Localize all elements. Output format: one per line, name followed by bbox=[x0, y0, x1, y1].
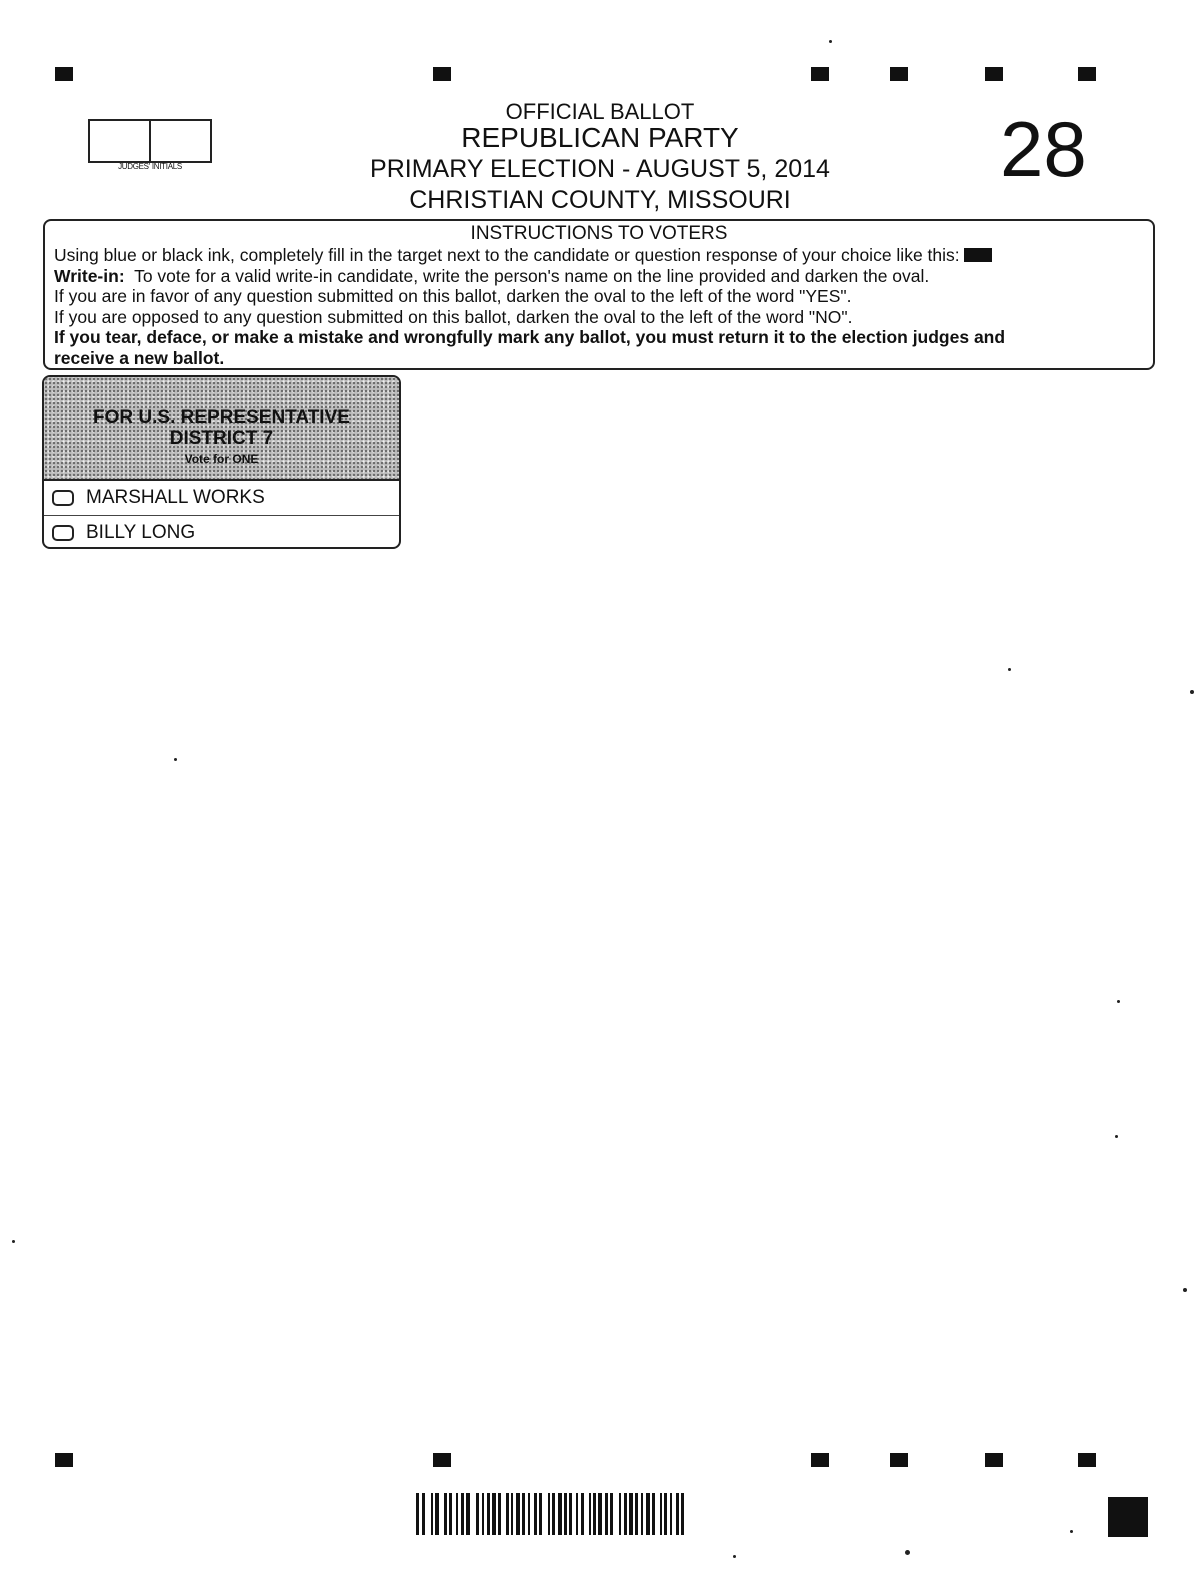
orientation-block bbox=[1108, 1497, 1148, 1537]
party-heading: REPUBLICAN PARTY bbox=[461, 122, 739, 153]
scan-speck bbox=[1008, 668, 1011, 671]
timing-mark bbox=[433, 1453, 451, 1467]
timing-mark bbox=[433, 67, 451, 81]
candidate-name: MARSHALL WORKS bbox=[86, 487, 265, 508]
instructions-box bbox=[43, 219, 1155, 370]
instruction-no: If you are opposed to any question submitted on this ballot, darken the oval to the left of the word "NO". bbox=[54, 306, 853, 327]
barcode-bar bbox=[684, 1493, 687, 1535]
contest-header bbox=[44, 377, 399, 481]
candidate-oval[interactable] bbox=[52, 525, 74, 541]
filled-target-sample bbox=[964, 248, 992, 262]
election-heading: PRIMARY ELECTION - AUGUST 5, 2014 bbox=[370, 155, 830, 183]
instructions-title: INSTRUCTIONS TO VOTERS bbox=[470, 223, 728, 244]
scan-speck bbox=[1070, 1530, 1073, 1533]
candidate-row[interactable] bbox=[44, 516, 399, 549]
scan-speck bbox=[905, 1550, 910, 1555]
timing-mark bbox=[811, 67, 829, 81]
county-heading: CHRISTIAN COUNTY, MISSOURI bbox=[409, 186, 791, 214]
scan-speck bbox=[1115, 1135, 1118, 1138]
scan-speck bbox=[1117, 1000, 1120, 1003]
timing-mark bbox=[811, 1453, 829, 1467]
ballot-barcode bbox=[416, 1493, 687, 1535]
timing-mark bbox=[1078, 67, 1096, 81]
timing-mark bbox=[985, 67, 1003, 81]
timing-mark bbox=[55, 1453, 73, 1467]
instruction-mistake: If you tear, deface, or make a mistake and wrongfully mark any ballot, you must return it to the election judges and bbox=[54, 327, 1006, 347]
scan-speck bbox=[1190, 690, 1194, 694]
timing-mark bbox=[1078, 1453, 1096, 1467]
scan-speck bbox=[1183, 1288, 1187, 1292]
contest-box bbox=[42, 375, 401, 549]
instruction-yes: If you are in favor of any question submitted on this ballot, darken the oval to the left of the word "YES". bbox=[54, 286, 852, 306]
contest-district: DISTRICT 7 bbox=[169, 428, 274, 449]
candidate-row[interactable] bbox=[44, 481, 399, 516]
instruction-line bbox=[54, 266, 1144, 287]
vote-for-label: Vote for ONE bbox=[184, 452, 259, 466]
scan-speck bbox=[12, 1240, 15, 1243]
timing-mark bbox=[985, 1453, 1003, 1467]
timing-mark bbox=[890, 67, 908, 81]
instruction-mistake-cont: receive a new ballot. bbox=[54, 347, 225, 368]
ballot-heading: OFFICIAL BALLOT bbox=[505, 99, 695, 124]
judges-initials-label: JUDGES' INITIALS bbox=[118, 162, 182, 171]
scan-speck bbox=[829, 40, 832, 43]
candidate-name: BILLY LONG bbox=[86, 522, 196, 543]
judges-initials-cell[interactable] bbox=[151, 121, 210, 161]
judges-initials-cell[interactable] bbox=[90, 121, 151, 161]
writein-text: To vote for a valid write-in candidate, write the person's name on the line provided and darken the oval. bbox=[134, 265, 930, 286]
instruction-line bbox=[54, 245, 1144, 266]
writein-label: Write-in: bbox=[54, 265, 125, 286]
scan-speck bbox=[733, 1555, 736, 1558]
ballot-style-number: 28 bbox=[1000, 105, 1087, 193]
judges-initials-box[interactable] bbox=[88, 119, 212, 163]
timing-mark bbox=[55, 67, 73, 81]
candidate-oval[interactable] bbox=[52, 490, 74, 506]
timing-mark bbox=[890, 1453, 908, 1467]
scan-speck bbox=[174, 758, 177, 761]
instruction-fill-text: Using blue or black ink, completely fill in the target next to the candidate or question response of your choice like this: bbox=[54, 245, 960, 265]
contest-title: FOR U.S. REPRESENTATIVE bbox=[93, 407, 350, 428]
